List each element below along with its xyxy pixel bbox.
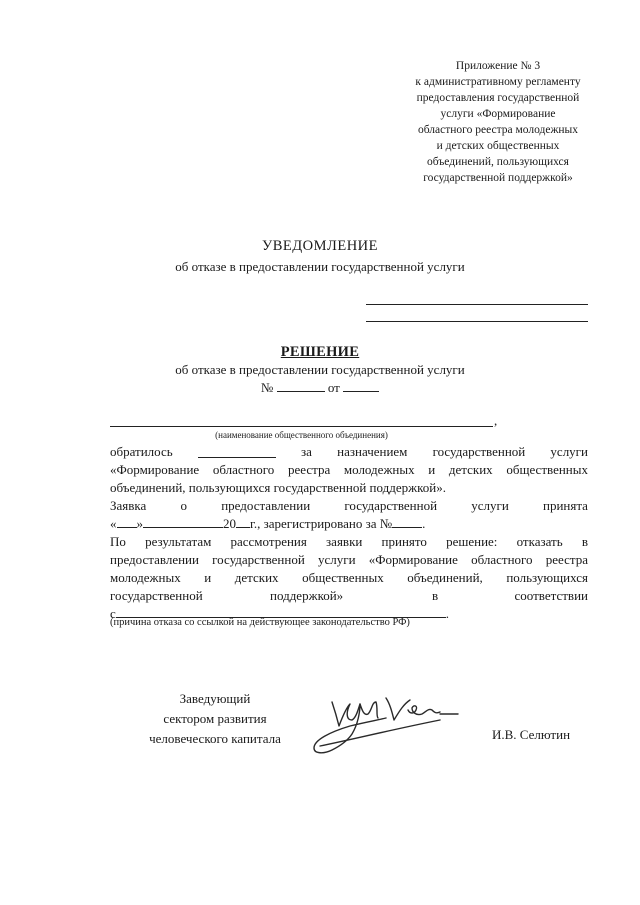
registration-number-blank [392, 515, 422, 528]
body-word: Заявка [110, 498, 147, 513]
body-word: детских [234, 570, 279, 585]
quote-close: » [136, 516, 143, 531]
body-line-4 [110, 497, 588, 515]
body-word: услуги [550, 444, 588, 459]
body-word: за [301, 444, 312, 459]
body-line-8 [110, 569, 588, 587]
body-word: в [432, 588, 439, 603]
decision-body [110, 443, 588, 623]
body-word: поддержкой» [270, 588, 344, 603]
addressee-line-2 [366, 321, 588, 322]
body-word: с [110, 606, 116, 621]
body-line-1 [110, 443, 588, 461]
notice-title: УВЕДОМЛЕНИЕ [261, 238, 379, 254]
period: . [445, 606, 450, 621]
body-line-7: предоставлении государственной услуги «Формирование областного реестра [110, 552, 588, 567]
handwritten-signature [290, 680, 470, 770]
body-line-3: объединений, пользующихся государственной поддержкой». [110, 480, 446, 495]
organization-name-line [110, 426, 493, 427]
body-line-6: По результатам рассмотрения заявки принято решение: отказать в [110, 534, 588, 549]
reason-caption: (причина отказа со ссылкой на действующее законодательство РФ) [110, 617, 410, 628]
appendix-line: к административному регламенту [415, 76, 581, 88]
comma: , [494, 413, 498, 428]
decision-number-line [0, 379, 640, 396]
period: . [422, 516, 426, 531]
appendix-line: услуги «Формирование [440, 108, 556, 120]
body-word: молодежных [110, 570, 181, 585]
notice-subtitle: об отказе в предоставлении государственной услуги [175, 259, 465, 274]
body-line-9 [110, 587, 588, 605]
quote-open: « [110, 516, 117, 531]
body-word: обратилось [110, 444, 173, 459]
from-word: от [327, 380, 340, 395]
body-word: общественных [302, 570, 384, 585]
body-word: о [180, 498, 187, 513]
decision-title: РЕШЕНИЕ [280, 344, 360, 360]
signatory-name: И.В. Селютин [492, 727, 571, 742]
body-line-2: «Формирование областного реестра молодежных и детских общественных [110, 462, 588, 477]
appendix-line: Приложение № 3 [455, 60, 541, 72]
decision-subtitle: об отказе в предоставлении государственной услуги [175, 362, 465, 377]
body-blank [198, 445, 276, 458]
body-word: государственной [344, 498, 438, 513]
position-line: человеческого капитала [149, 731, 281, 746]
appendix-line: объединений, пользующихся [427, 156, 569, 168]
organization-caption: (наименование общественного объединения) [215, 430, 388, 440]
signatory-position [130, 689, 300, 749]
registered-text: г., зарегистрировано за № [250, 516, 393, 531]
position-line: Заведующий [179, 691, 251, 706]
day-blank [117, 515, 137, 528]
month-blank [143, 515, 223, 528]
position-line: сектором развития [163, 711, 267, 726]
body-word: соответствии [514, 588, 588, 603]
body-word: государственной [432, 444, 526, 459]
number-sign: № [260, 380, 274, 395]
appendix-line: и детских общественных [436, 140, 560, 152]
appendix-line: государственной поддержкой» [423, 172, 573, 184]
number-blank [277, 379, 325, 392]
body-word: услуги [471, 498, 509, 513]
body-word: принята [542, 498, 588, 513]
body-word: назначением [337, 444, 408, 459]
date-blank [343, 379, 379, 392]
body-word: пользующихся [506, 570, 588, 585]
body-word: и [204, 570, 212, 585]
appendix-header [400, 58, 596, 186]
addressee-line-1 [366, 304, 588, 305]
year-prefix: 20 [223, 516, 236, 531]
year-blank [236, 515, 250, 528]
body-word: государственной [110, 588, 203, 603]
body-word: предоставлении [221, 498, 311, 513]
body-line-5 [110, 515, 588, 533]
body-word: объединений, [407, 570, 483, 585]
appendix-line: предоставления государственной [416, 92, 580, 104]
appendix-line: областного реестра молодежных [417, 124, 579, 136]
